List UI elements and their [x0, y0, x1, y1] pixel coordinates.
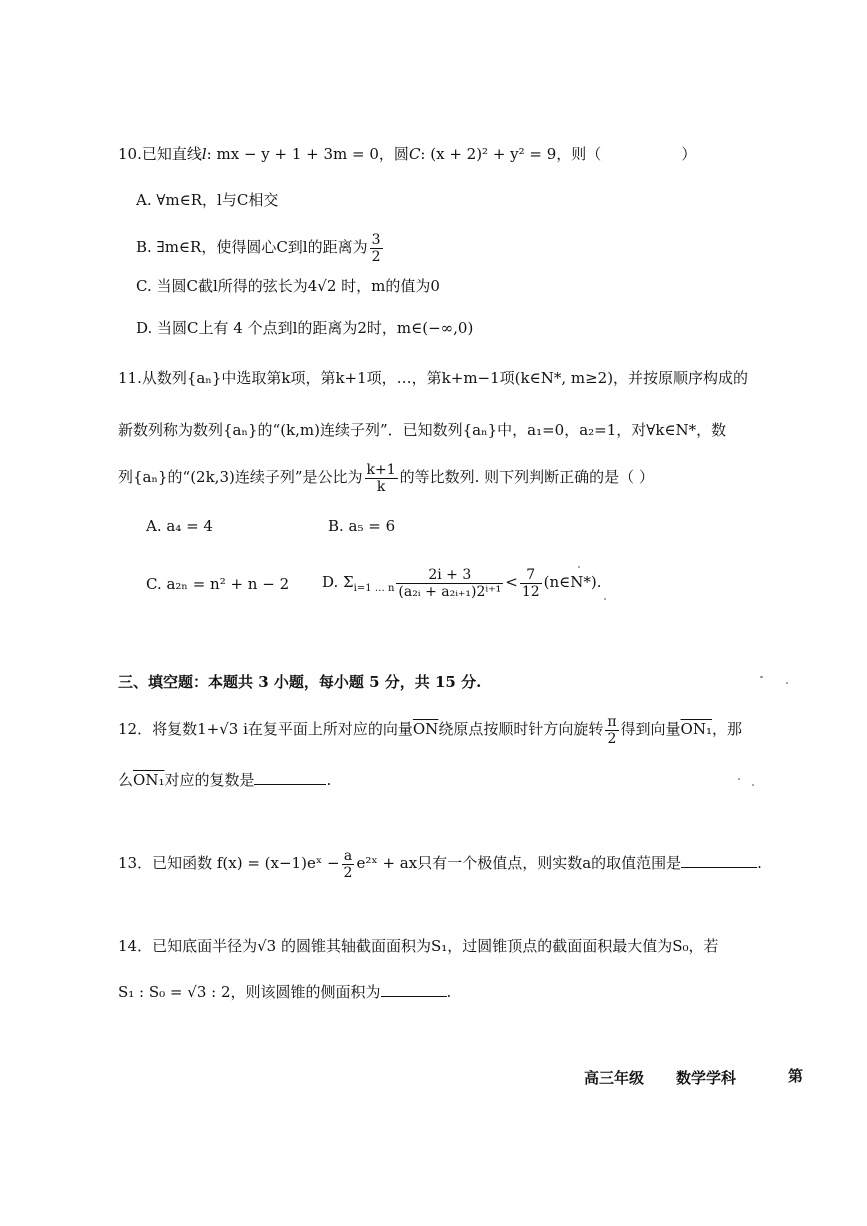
q14-answer-blank[interactable] [381, 982, 447, 997]
q12-vector-on1: ON₁ [680, 720, 712, 738]
q12-answer-blank[interactable] [254, 770, 326, 785]
q13-answer-blank[interactable] [681, 853, 757, 868]
fraction-denominator: (a₂ᵢ + a₂ᵢ₊₁)2ⁱ⁺¹ [398, 583, 502, 600]
scan-speck [604, 598, 606, 600]
q12-period: . [326, 771, 332, 789]
q12-text-e: 么 [118, 771, 134, 789]
fraction-numerator: 2i + 3 [396, 567, 503, 584]
q11-option-d-fraction [396, 567, 503, 600]
q12-text-b: 绕原点按顺时针方向旋转 [438, 720, 604, 738]
scan-speck [578, 566, 580, 568]
q10-option-a: A. ∀m∈R，l与C相交 [136, 191, 279, 209]
q11-option-b: B. a₅ = 6 [328, 517, 396, 535]
scan-speck [786, 682, 788, 684]
q10-option-b-fraction [370, 232, 383, 265]
footer-grade: 高三年级 [584, 1069, 645, 1087]
q11-option-d-domain: (n∈N*). [543, 573, 602, 591]
q11-line-1: 11.从数列{aₙ}中选取第k项，第k+1项，…，第k+m−1项(k∈N*, m≥2)，并按原顺序构成的 [118, 369, 749, 387]
q10-option-b-text: B. ∃m∈R，使得圆心C到l的距离为 [136, 238, 368, 256]
q13-fraction [342, 848, 355, 881]
q10-circle-symbol: C [408, 145, 421, 163]
q11-option-d [322, 564, 602, 607]
q10-option-c: C. 当圆C截l所得的弦长为4√2 时，m的值为0 [136, 277, 440, 295]
q10-line-equation: : mx − y + 1 + 3m = 0，圆 [206, 145, 409, 163]
q12-text-f: 对应的复数是 [164, 771, 255, 789]
q10-option-b [136, 230, 385, 265]
fraction-numerator: a [342, 848, 355, 865]
q11-option-c: C. a₂ₙ = n² + n − 2 [146, 575, 290, 593]
q14-line-1: 14．已知底面半径为√3 的圆锥其轴截面面积为S₁，过圆锥顶点的截面面积最大值为S₀，若 [118, 937, 719, 955]
q12-text-a: 12．将复数1+√3 i在复平面上所对应的向量 [118, 720, 413, 738]
q12-text-c: 得到向量 [620, 720, 681, 738]
q11-ratio-fraction [365, 462, 398, 495]
q12-vector-on1-ref: ON₁ [133, 771, 165, 789]
q11-option-d-bound [520, 567, 542, 600]
q10-circle-equation: : (x + 2)² + y² = 9，则（ [420, 145, 602, 163]
q11-option-d-less-than: < [505, 573, 518, 591]
fraction-numerator: π [607, 713, 617, 730]
q11-option-a: A. a₄ = 4 [146, 517, 213, 535]
q13-text-b: e²ˣ + ax只有一个极值点，则实数a的取值范围是 [356, 854, 682, 872]
q11-option-d-sigma: D. Σ [322, 573, 354, 591]
q10-stem [118, 144, 696, 164]
q12-line-2 [118, 770, 331, 790]
q11-option-d-limits: i=1 … n [353, 583, 395, 594]
q11-line-3 [118, 460, 654, 495]
q12-vector-on: $\overline{ON}$ [412, 720, 439, 738]
q10-line-symbol: l [201, 145, 207, 163]
fraction-denominator: 2 [371, 248, 381, 265]
fraction-denominator: k [376, 478, 386, 495]
q10-stem-text: 10.已知直线 [118, 145, 202, 163]
q13-text-a: 13．已知函数 f(x) = (x−1)eˣ − [118, 854, 340, 872]
fraction-numerator: k+1 [366, 461, 396, 478]
footer-page: 第 [788, 1067, 804, 1085]
fraction-denominator: 12 [521, 583, 540, 600]
fraction-numerator: 3 [371, 231, 381, 248]
q11-line-2: 新数列称为数列{aₙ}的“(k,m)连续子列”．已知数列{aₙ}中，a₁=0，a₂=1，对∀k∈N*，数 [118, 421, 727, 439]
q14-line-2 [118, 982, 451, 1002]
footer-subject: 数学学科 [676, 1069, 737, 1087]
q11-line-3-text: 列{aₙ}的“(2k,3)连续子列”是公比为 [118, 468, 363, 486]
q11-line-3-end: 的等比数列. 则下列判断正确的是（ ） [399, 468, 654, 486]
section-3-heading: 三、填空题：本题共 3 小题，每小题 5 分，共 15 分. [118, 673, 482, 691]
q14-text-a: S₁ : S₀ = √3 : 2，则该圆锥的侧面积为 [118, 983, 381, 1001]
q14-period: . [446, 983, 452, 1001]
fraction-denominator: 2 [343, 864, 353, 881]
q10-answer-bracket: ） [681, 145, 697, 163]
q12-angle-fraction [605, 714, 618, 747]
q13-line [118, 846, 762, 881]
scan-speck [738, 778, 740, 780]
scan-speck [760, 676, 763, 678]
q12-line-1 [118, 712, 742, 747]
fraction-denominator: 2 [607, 730, 617, 747]
q13-period: . [757, 854, 762, 872]
fraction-numerator: 7 [520, 567, 542, 584]
q12-text-d: ，那 [711, 720, 742, 738]
q10-option-d: D. 当圆C上有 4 个点到l的距离为2时，m∈(−∞,0) [136, 319, 474, 337]
scan-speck [752, 784, 754, 786]
